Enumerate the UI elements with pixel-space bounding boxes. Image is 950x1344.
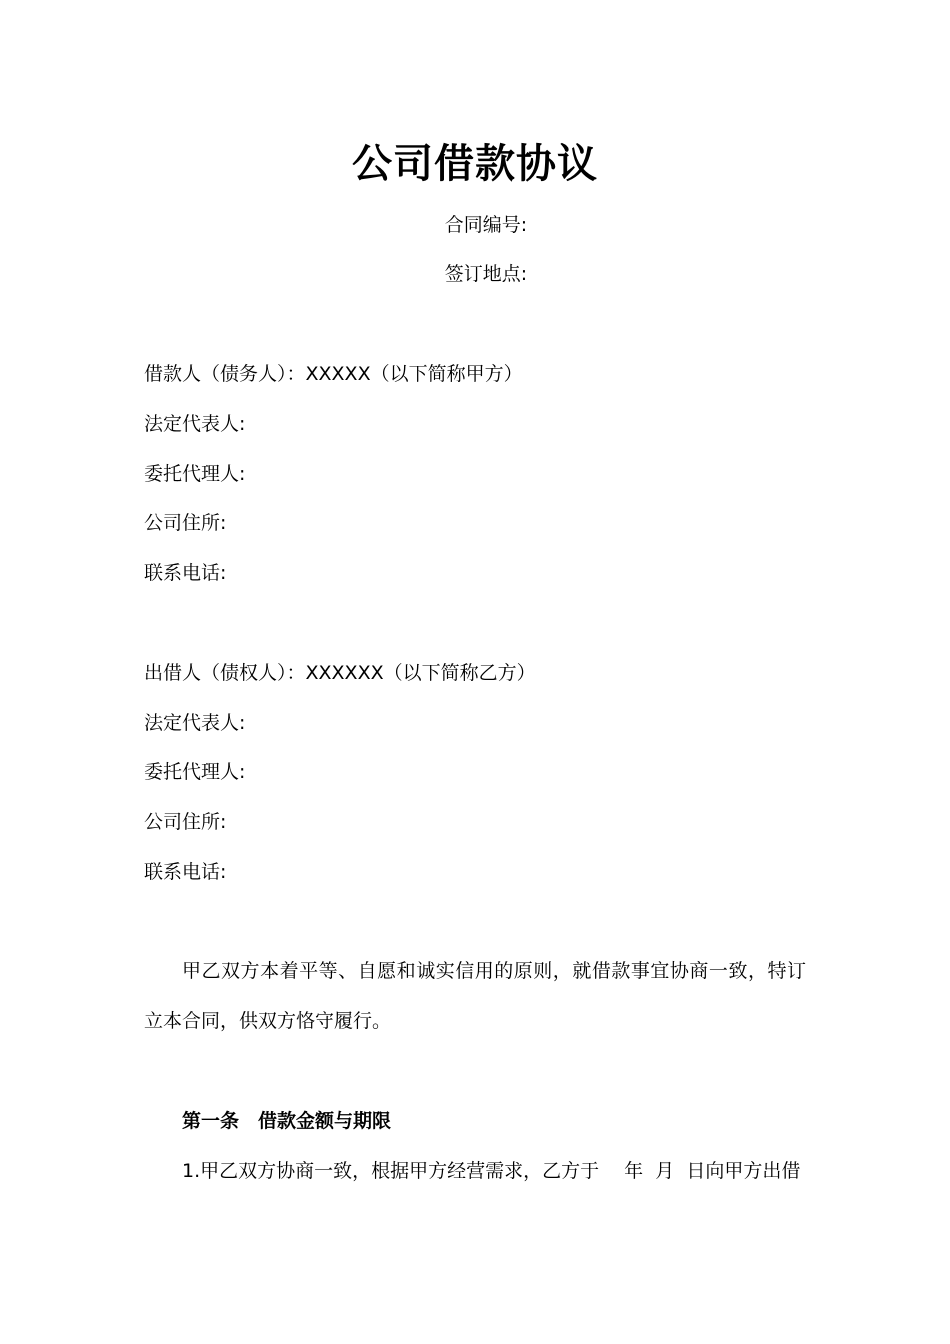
article-1-heading: 第一条 借款金额与期限 <box>182 1110 392 1132</box>
contract-number-label: 合同编号: <box>444 214 528 236</box>
party-a-agent: 委托代理人: <box>144 463 246 485</box>
party-a-address: 公司住所: <box>144 512 227 534</box>
party-a-phone: 联系电话: <box>144 562 227 584</box>
party-b-address: 公司住所: <box>144 811 227 833</box>
document-title: 公司借款协议 <box>352 141 598 187</box>
party-b-legal-rep: 法定代表人: <box>144 712 246 734</box>
article-1-item-1: 1.甲乙双方协商一致，根据甲方经营需求，乙方于 年 月 日向甲方出借 <box>182 1160 801 1182</box>
party-a-legal-rep: 法定代表人: <box>144 413 246 435</box>
party-b-phone: 联系电话: <box>144 861 227 883</box>
party-b-name-line: 出借人（债权人）：XXXXXX（以下简称乙方） <box>144 662 536 684</box>
party-a-name-line: 借款人（债务人）：XXXXX（以下简称甲方） <box>144 363 523 385</box>
party-b-agent: 委托代理人: <box>144 761 246 783</box>
intro-paragraph: 甲乙双方本着平等、自愿和诚实信用的原则，就借款事宜协商一致，特订立本合同，供双方恪守履行。 <box>144 960 806 1032</box>
sign-place-label: 签订地点: <box>444 263 528 285</box>
